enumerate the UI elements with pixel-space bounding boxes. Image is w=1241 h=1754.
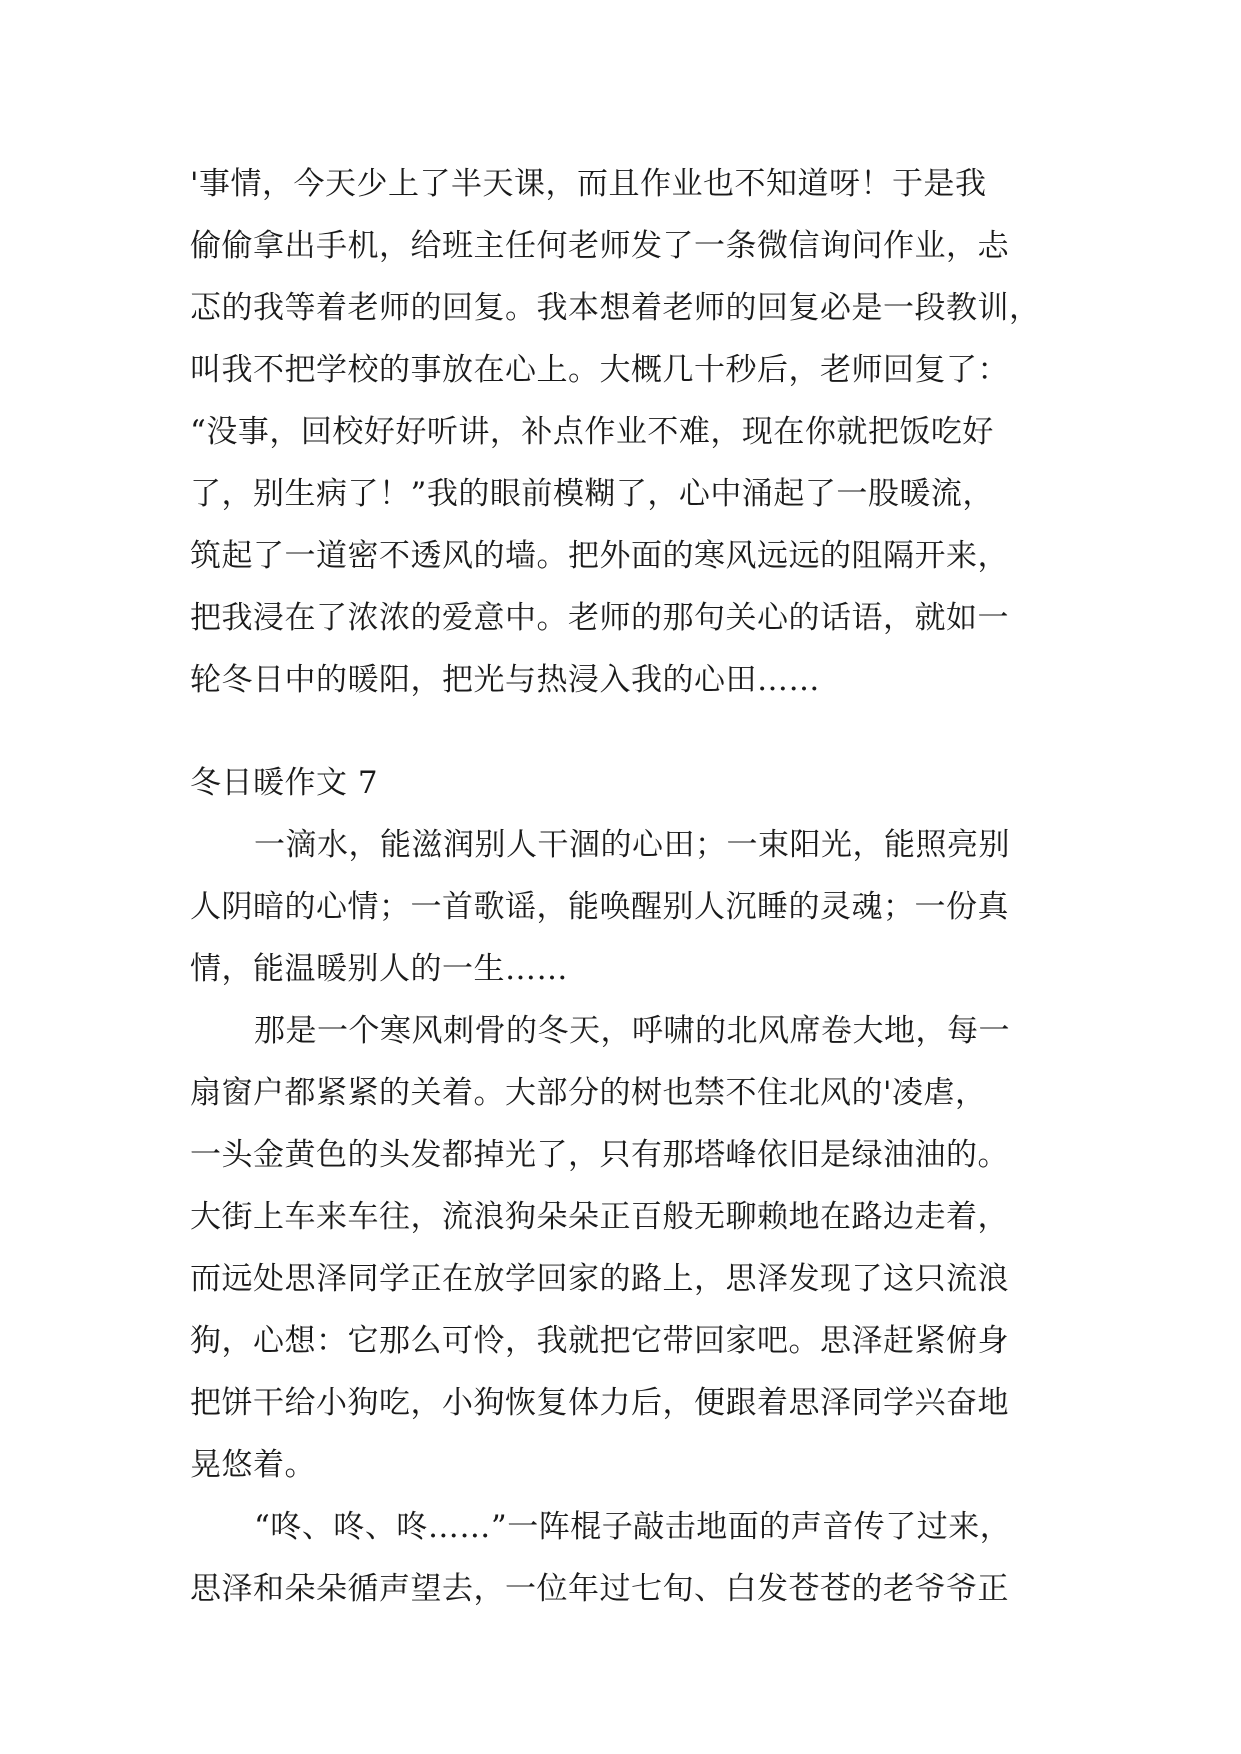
text-line: “咚、咚、咚……”一阵棍子敲击地面的声音传了过来， bbox=[254, 1509, 1012, 1545]
text-line: 情，能温暖别人的一生…… bbox=[190, 951, 568, 987]
text-line: 把我浸在了浓浓的爱意中。老师的那句关心的话语，就如一 bbox=[190, 600, 1009, 636]
text-line: 忑的我等着老师的回复。我本想着老师的回复必是一段教训， bbox=[190, 290, 1041, 326]
text-line: 叫我不把学校的事放在心上。大概几十秒后，老师回复了： bbox=[190, 352, 1009, 388]
text-line: 大街上车来车往，流浪狗朵朵正百般无聊赖地在路边走着， bbox=[190, 1199, 1009, 1235]
text-line: 把饼干给小狗吃，小狗恢复体力后，便跟着思泽同学兴奋地 bbox=[190, 1385, 1009, 1421]
text-line: 思泽和朵朵循声望去，一位年过七旬、白发苍苍的老爷爷正 bbox=[190, 1571, 1009, 1607]
text-line: '事情，今天少上了半天课，而且作业也不知道呀！于是我 bbox=[190, 166, 987, 202]
text-line: 一滴水，能滋润别人干涸的心田；一束阳光，能照亮别 bbox=[254, 827, 1010, 863]
text-line: 扇窗户都紧紧的关着。大部分的树也禁不住北风的'凌虐， bbox=[190, 1075, 987, 1111]
text-line: “没事，回校好好听讲，补点作业不难，现在你就把饭吃好 bbox=[190, 414, 994, 450]
text-line: 而远处思泽同学正在放学回家的路上，思泽发现了这只流浪 bbox=[190, 1261, 1009, 1297]
text-line: 晃悠着。 bbox=[190, 1447, 316, 1483]
text-line: 一头金黄色的头发都掉光了，只有那塔峰依旧是绿油油的。 bbox=[190, 1137, 1009, 1173]
text-line: 人阴暗的心情；一首歌谣，能唤醒别人沉睡的灵魂；一份真 bbox=[190, 889, 1009, 925]
section-title: 冬日暖作文 7 bbox=[190, 765, 379, 801]
text-line: 了，别生病了！”我的眼前模糊了，心中涌起了一股暖流， bbox=[190, 476, 994, 512]
text-line: 偷偷拿出手机，给班主任何老师发了一条微信询问作业，忐 bbox=[190, 228, 1009, 264]
text-line: 狗，心想：它那么可怜，我就把它带回家吧。思泽赶紧俯身 bbox=[190, 1323, 1009, 1359]
text-line: 轮冬日中的暖阳，把光与热浸入我的心田…… bbox=[190, 662, 820, 698]
text-line: 筑起了一道密不透风的墙。把外面的寒风远远的阻隔开来， bbox=[190, 538, 1009, 574]
text-line: 那是一个寒风刺骨的冬天，呼啸的北风席卷大地，每一 bbox=[254, 1013, 1010, 1049]
